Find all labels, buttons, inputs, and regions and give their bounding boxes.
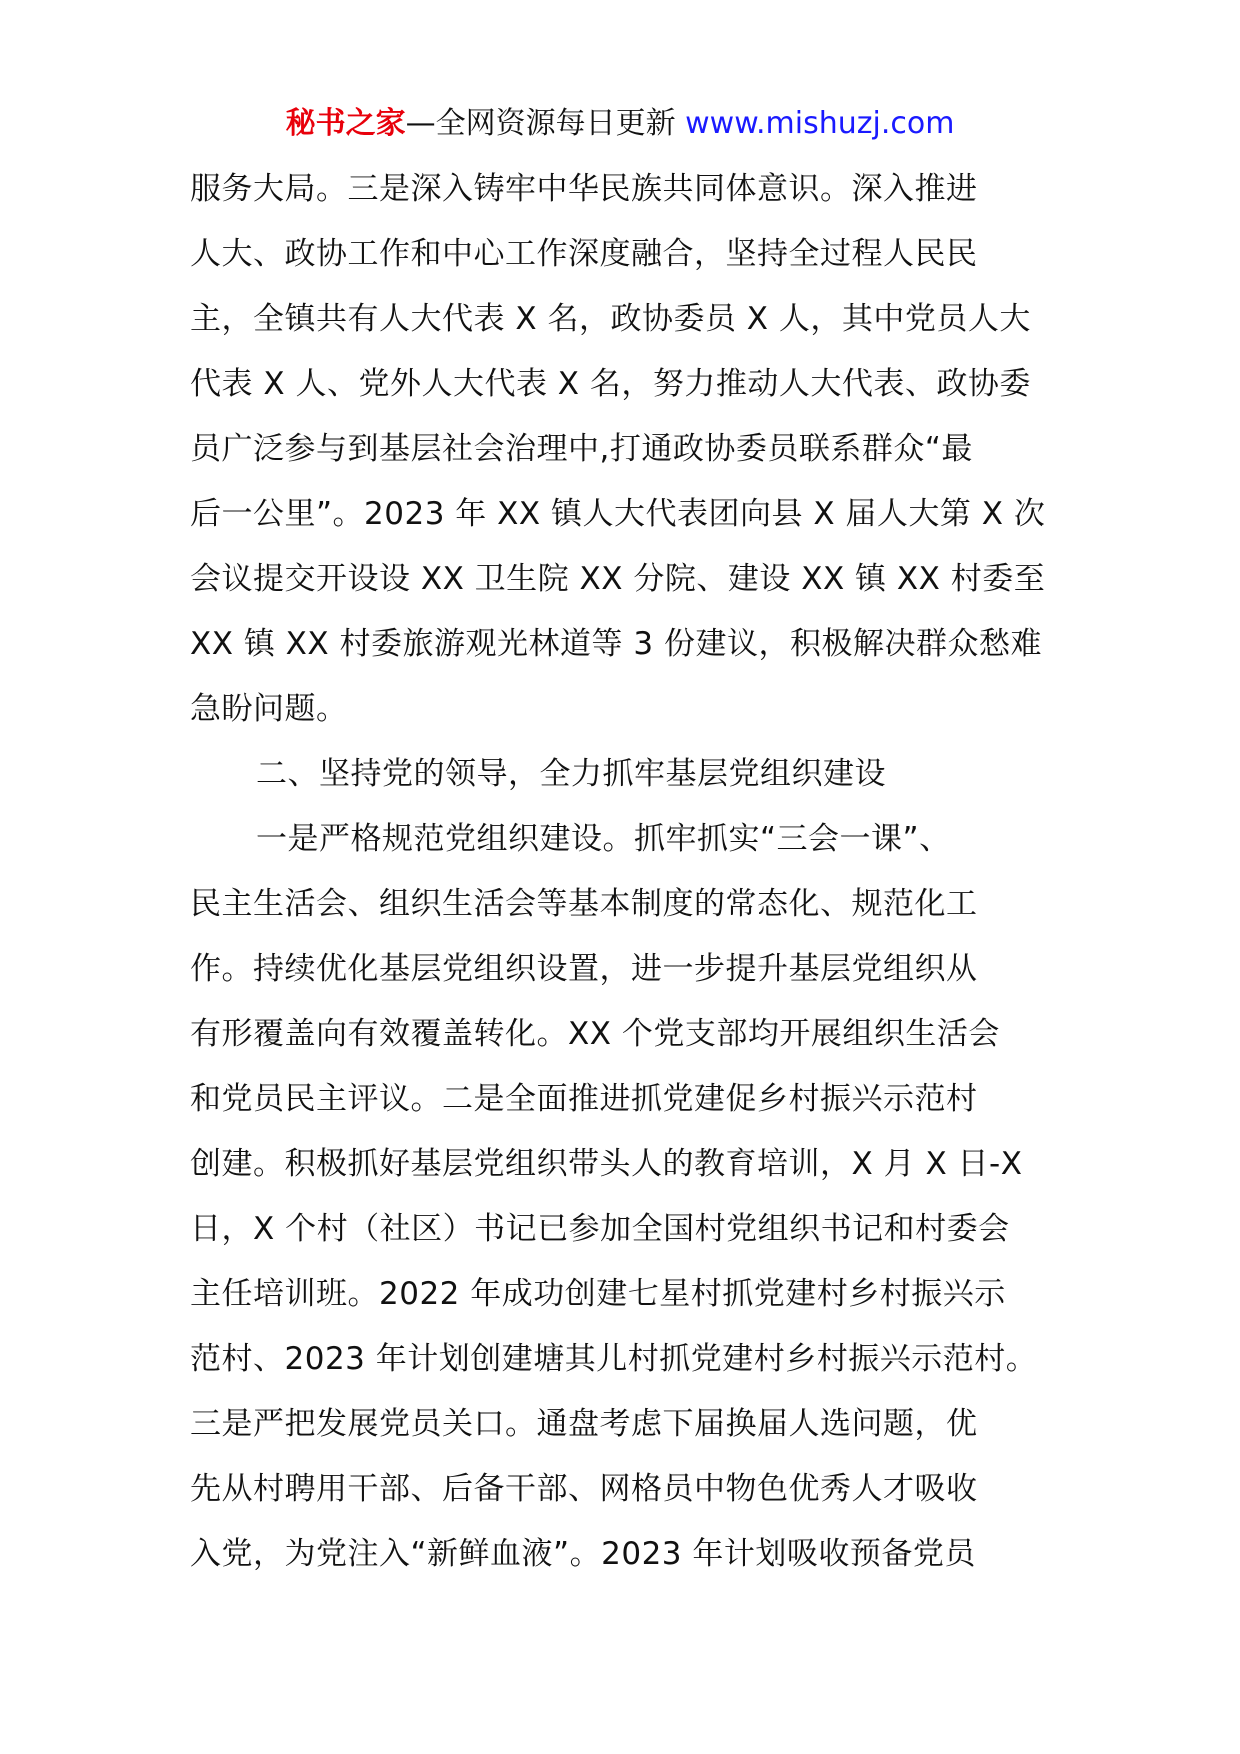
site-tagline: —全网资源每日更新	[405, 106, 676, 141]
text-line: 后一公里”。2023 年 XX 镇人大代表团向县 X 届人大第 X 次	[190, 496, 1046, 532]
text-line: 一是严格规范党组织建设。抓牢抓实“三会一课”、	[256, 821, 951, 857]
text-line: 三是严把发展党员关口。通盘考虑下届换届人选问题，优	[190, 1406, 978, 1442]
text-line: 先从村聘用干部、后备干部、网格员中物色优秀人才吸收	[190, 1471, 978, 1507]
site-url-link[interactable]: www.mishuzj.com	[685, 106, 955, 141]
text-line: 主任培训班。2022 年成功创建七星村抓党建村乡村振兴示	[190, 1276, 1006, 1312]
text-line: 人大、政协工作和中心工作深度融合，坚持全过程人民民	[190, 236, 978, 272]
text-line: 有形覆盖向有效覆盖转化。XX 个党支部均开展组织生活会	[190, 1016, 1000, 1052]
text-line: 入党，为党注入“新鲜血液”。2023 年计划吸收预备党员	[190, 1536, 976, 1572]
text-line: XX 镇 XX 村委旅游观光林道等 3 份建议，积极解决群众愁难	[190, 626, 1042, 662]
text-line: 创建。积极抓好基层党组织带头人的教育培训，X 月 X 日-X	[190, 1146, 1023, 1182]
text-line: 急盼问题。	[190, 691, 348, 727]
text-line: 和党员民主评议。二是全面推进抓党建促乡村振兴示范村	[190, 1081, 978, 1117]
text-line: 员广泛参与到基层社会治理中,打通政协委员联系群众“最	[190, 431, 973, 467]
text-line: 范村、2023 年计划创建塘其儿村抓党建村乡村振兴示范村。	[190, 1341, 1038, 1377]
text-line: 民主生活会、组织生活会等基本制度的常态化、规范化工	[190, 886, 978, 922]
text-line: 日，X 个村（社区）书记已参加全国村党组织书记和村委会	[190, 1211, 1010, 1247]
text-line: 主，全镇共有人大代表 X 名，政协委员 X 人，其中党员人大	[190, 301, 1031, 337]
text-line: 二、坚持党的领导，全力抓牢基层党组织建设	[256, 756, 886, 792]
text-line: 代表 X 人、党外人大代表 X 名，努力推动人大代表、政协委	[190, 366, 1031, 402]
text-line: 作。持续优化基层党组织设置，进一步提升基层党组织从	[190, 951, 978, 987]
text-line: 会议提交开设设 XX 卫生院 XX 分院、建设 XX 镇 XX 村委至	[190, 561, 1046, 597]
site-header	[0, 104, 1240, 144]
text-line: 服务大局。三是深入铸牢中华民族共同体意识。深入推进	[190, 171, 978, 207]
document-body	[190, 166, 1070, 1596]
site-brand: 秘书之家	[285, 106, 406, 141]
